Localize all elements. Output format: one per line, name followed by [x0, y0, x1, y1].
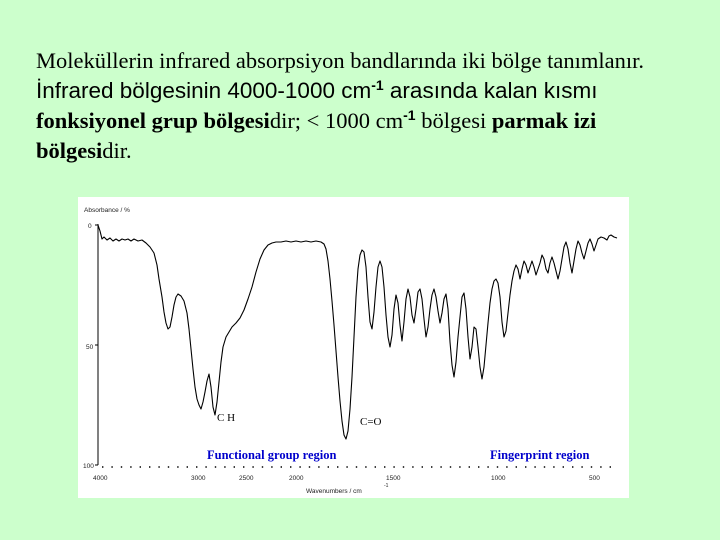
superscript-2: -1 [403, 107, 416, 123]
y-tick-50: 50 [86, 344, 94, 351]
x-tick-500: 500 [589, 475, 600, 482]
x-tick-4000: 4000 [93, 475, 108, 482]
term-functional-group-region: fonksiyonel grup bölgesi [36, 108, 270, 133]
y-axis-title: Absorbance / % [84, 207, 130, 214]
x-axis-title: Wavenumbers / cm [306, 488, 362, 495]
text-s1: Moleküllerin infrared absorpsiyon bandlarında iki bölge tanımlanır. [36, 48, 644, 73]
functional-group-region-label: Functional group region [207, 448, 337, 462]
superscript-1: -1 [371, 77, 384, 93]
text-s5: bölgesi [415, 108, 492, 133]
fingerprint-region-label: Fingerprint region [490, 448, 590, 462]
band-label-ch: C H [217, 412, 236, 424]
text-s2: İnfrared bölgesinin 4000-1000 cm [36, 78, 372, 103]
x-tick-3000: 3000 [191, 475, 206, 482]
x-axis-sup: -1 [384, 483, 389, 489]
slide-paragraph [36, 46, 696, 166]
x-tick-2500: 2500 [239, 475, 254, 482]
y-tick-100: 100 [83, 463, 94, 470]
spectrum-trace [98, 225, 617, 439]
term-fingerprint-region: parmak izi bölgesi [36, 108, 597, 163]
x-tick-1000: 1000 [491, 475, 506, 482]
y-tick-0: 0 [88, 223, 92, 230]
x-tick-2000: 2000 [289, 475, 304, 482]
x-tick-1500: 1500 [386, 475, 401, 482]
text-s6: dir. [102, 138, 132, 163]
text-s3: arasında kalan kısmı [383, 78, 598, 103]
text-s4: dir; < 1000 cm [269, 108, 404, 133]
ir-spectrum-figure [78, 197, 629, 498]
band-label-co: C=O [360, 416, 382, 428]
ir-spectrum-svg [78, 197, 629, 498]
